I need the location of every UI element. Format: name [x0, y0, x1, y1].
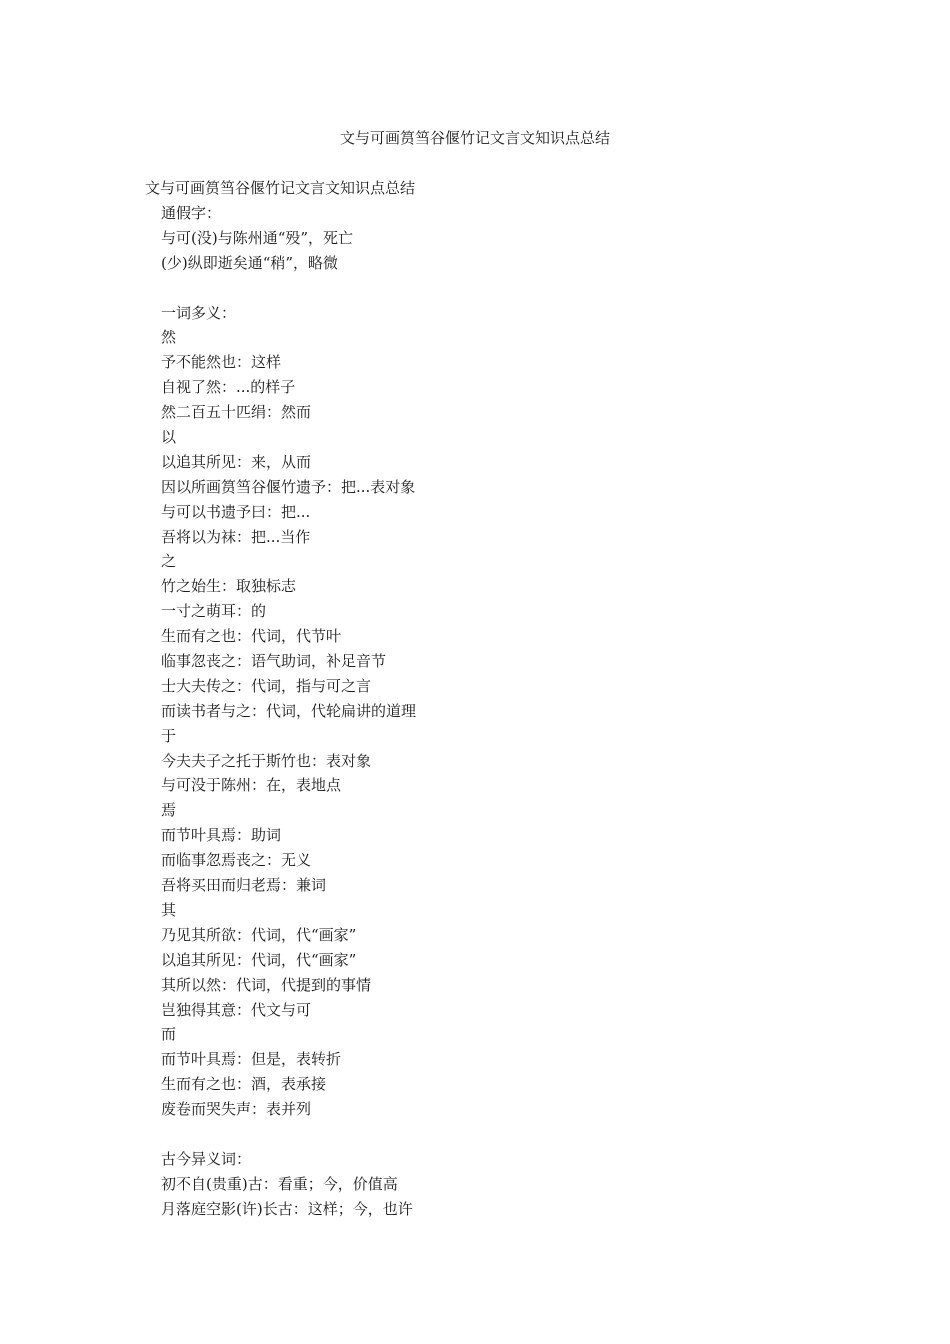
text-line: 今夫夫子之托于斯竹也：表对象 — [161, 751, 372, 770]
text-line: 其 — [161, 900, 177, 919]
text-line: 临事忽丧之：语气助词，补足音节 — [161, 652, 387, 671]
text-line: 废卷而哭失声：表并列 — [161, 1100, 312, 1119]
text-line: 于 — [161, 726, 177, 745]
text-line: 与可没于陈州：在，表地点 — [161, 776, 342, 795]
text-line: 一词多义： — [161, 303, 237, 322]
text-line: 自视了然：...的样子 — [161, 378, 296, 397]
text-line: 吾将以为袜：把...当作 — [161, 527, 311, 546]
text-line: 初不自(贵重)古：看重；今，价值高 — [161, 1174, 398, 1193]
text-line: 竹之始生：取独标志 — [161, 577, 297, 596]
text-line: 乃见其所欲：代词，代“画家” — [161, 925, 357, 944]
text-line: 岂独得其意：代文与可 — [161, 1000, 312, 1019]
text-line: (少)纵即逝矣通“稍”，略微 — [161, 253, 339, 272]
text-line: 以追其所见：来，从而 — [161, 452, 312, 471]
text-line: 之 — [161, 552, 177, 571]
text-line: 因以所画筼筜谷偃竹遗予：把...表对象 — [161, 477, 416, 496]
text-line: 然二百五十匹绢：然而 — [161, 403, 312, 422]
text-line — [161, 1123, 416, 1148]
document-title: 文与可画筼筜谷偃竹记文言文知识点总结 — [339, 129, 610, 147]
text-line: 一寸之萌耳：的 — [161, 602, 267, 621]
text-line: 以追其所见：代词，代“画家” — [161, 950, 357, 969]
text-line: 而读书者与之：代词，代轮扁讲的道理 — [161, 701, 417, 720]
text-line: 士大夫传之：代词，指与可之言 — [161, 676, 372, 695]
text-line: 与可(没)与陈州通“殁”，死亡 — [161, 228, 354, 247]
text-line: 其所以然：代词，代提到的事情 — [161, 975, 372, 994]
text-line: 以 — [161, 428, 177, 447]
text-line: 而临事忽焉丧之：无义 — [161, 851, 312, 870]
text-line: 生而有之也：代词，代节叶 — [161, 627, 342, 646]
text-line: 通假字： — [161, 204, 222, 222]
text-line: 予不能然也：这样 — [161, 353, 282, 372]
text-line: 吾将买田而归老焉：兼词 — [161, 876, 327, 895]
text-line: 生而有之也：酒，表承接 — [161, 1075, 327, 1094]
text-line: 古今异义词： — [161, 1149, 252, 1168]
text-line: 焉 — [161, 801, 177, 820]
body-text — [161, 202, 416, 1223]
text-line: 而 — [161, 1025, 177, 1044]
text-line: 然 — [161, 328, 177, 347]
text-line: 而节叶具焉：助词 — [161, 826, 282, 845]
text-line: 月落庭空影(许)长古：这样；今，也许 — [161, 1199, 413, 1218]
section-heading: 文与可画筼筜谷偃竹记文言文知识点总结 — [145, 179, 416, 197]
text-line: 而节叶具焉：但是，表转折 — [161, 1050, 342, 1069]
text-line — [161, 277, 416, 302]
text-line: 与可以书遗予曰：把... — [161, 502, 311, 521]
